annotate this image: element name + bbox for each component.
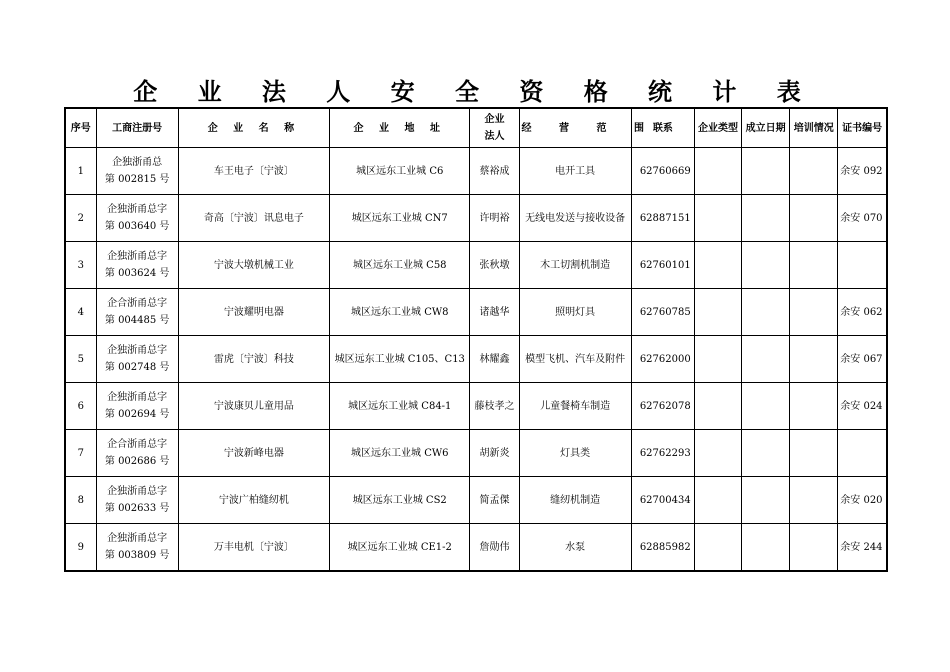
cell-cert: 余安 067: [838, 336, 887, 383]
enterprise-table: [64, 107, 888, 572]
header-training: 培训情况: [790, 108, 838, 148]
table-row: [65, 383, 887, 430]
header-founded: 成立日期: [742, 108, 790, 148]
cell-registration-line2: 第 003640 号: [104, 221, 170, 232]
cell-name: 宁波康贝儿童用品: [178, 383, 329, 430]
cell-registration-line1: 企独浙甬总字: [107, 345, 168, 356]
header-scope: 经 营 范 围: [519, 108, 631, 148]
cell-seq: 6: [65, 383, 96, 430]
cell-address: 城区远东工业城 CE1-2: [330, 524, 470, 572]
header-name: 企 业 名 称: [178, 108, 329, 148]
cell-training: [790, 430, 838, 477]
cell-training: [790, 524, 838, 572]
cell-founded: [742, 289, 790, 336]
cell-type: [694, 477, 741, 524]
cell-type: [694, 524, 741, 572]
cell-type: [694, 289, 741, 336]
cell-seq: 2: [65, 195, 96, 242]
header-cert: 证书编号: [838, 108, 887, 148]
cell-registration-line2: 第 002633 号: [104, 503, 170, 514]
cell-registration-line1: 企独浙甬总字: [107, 533, 168, 544]
header-legal-line2: 法人: [484, 131, 505, 142]
page-title: 企 业 法 人 安 全 资 格 统 计 表: [133, 78, 817, 106]
cell-type: [694, 195, 741, 242]
cell-cert: [838, 430, 887, 477]
cell-registration: [96, 430, 178, 477]
cell-contact: 62700434: [631, 477, 694, 524]
cell-registration-line2: 第 003809 号: [104, 550, 170, 561]
cell-founded: [742, 336, 790, 383]
cell-address: 城区远东工业城 C6: [330, 148, 470, 195]
cell-cert: 余安 024: [838, 383, 887, 430]
cell-registration-line2: 第 002694 号: [104, 409, 170, 420]
cell-contact: 62762293: [631, 430, 694, 477]
cell-contact: 62762078: [631, 383, 694, 430]
cell-address: 城区远东工业城 C105、C13: [330, 336, 470, 383]
cell-registration: [96, 242, 178, 289]
cell-contact: 62887151: [631, 195, 694, 242]
cell-seq: 7: [65, 430, 96, 477]
cell-seq: 8: [65, 477, 96, 524]
table-row: [65, 289, 887, 336]
cell-scope: 缝纫机制造: [519, 477, 631, 524]
cell-address: 城区远东工业城 C58: [330, 242, 470, 289]
cell-address: 城区远东工业城 CS2: [330, 477, 470, 524]
cell-type: [694, 336, 741, 383]
cell-contact: 62760101: [631, 242, 694, 289]
cell-registration-line1: 企独浙甬总字: [107, 204, 168, 215]
cell-type: [694, 383, 741, 430]
header-address: 企 业 地 址: [330, 108, 470, 148]
cell-cert: 余安 092: [838, 148, 887, 195]
cell-registration-line1: 企独浙甬总字: [107, 486, 168, 497]
cell-seq: 3: [65, 242, 96, 289]
cell-registration: [96, 148, 178, 195]
cell-scope: 模型飞机、汽车及附件: [519, 336, 631, 383]
cell-contact: 62762000: [631, 336, 694, 383]
table-body: [65, 148, 887, 572]
cell-legal-person: 许明裕: [470, 195, 519, 242]
header-legal-line1: 企业: [484, 114, 505, 125]
table-row: [65, 148, 887, 195]
cell-scope: 灯具类: [519, 430, 631, 477]
cell-legal-person: 简孟傑: [470, 477, 519, 524]
cell-registration-line2: 第 004485 号: [104, 315, 170, 326]
cell-contact: 62885982: [631, 524, 694, 572]
cell-type: [694, 430, 741, 477]
cell-scope: 儿童餐椅车制造: [519, 383, 631, 430]
cell-cert: 余安 020: [838, 477, 887, 524]
cell-legal-person: 蔡裕成: [470, 148, 519, 195]
cell-address: 城区远东工业城 CW8: [330, 289, 470, 336]
cell-registration-line1: 企独浙甬总: [112, 157, 163, 168]
cell-training: [790, 336, 838, 383]
cell-registration-line1: 企独浙甬总字: [107, 392, 168, 403]
cell-cert: [838, 242, 887, 289]
cell-training: [790, 289, 838, 336]
cell-seq: 1: [65, 148, 96, 195]
cell-scope: 无线电发送与接收设备: [519, 195, 631, 242]
cell-registration: [96, 336, 178, 383]
table-row: [65, 477, 887, 524]
table-row: [65, 195, 887, 242]
cell-seq: 5: [65, 336, 96, 383]
header-type: 企业类型: [694, 108, 741, 148]
header-contact: 联系: [631, 108, 694, 148]
header-seq: 序号: [65, 108, 96, 148]
cell-training: [790, 195, 838, 242]
cell-registration: [96, 383, 178, 430]
cell-legal-person: 张秋墩: [470, 242, 519, 289]
cell-registration-line1: 企合浙甬总字: [107, 298, 168, 309]
cell-scope: 照明灯具: [519, 289, 631, 336]
cell-registration-line1: 企合浙甬总字: [107, 439, 168, 450]
table-row: [65, 242, 887, 289]
cell-registration: [96, 195, 178, 242]
header-registration: 工商注册号: [96, 108, 178, 148]
cell-type: [694, 148, 741, 195]
cell-seq: 4: [65, 289, 96, 336]
table-row: [65, 430, 887, 477]
cell-cert: 余安 062: [838, 289, 887, 336]
cell-type: [694, 242, 741, 289]
cell-contact: 62760785: [631, 289, 694, 336]
cell-legal-person: 藤枝孝之: [470, 383, 519, 430]
cell-training: [790, 242, 838, 289]
cell-training: [790, 383, 838, 430]
cell-name: 车王电子〔宁波〕: [178, 148, 329, 195]
cell-name: 万丰电机〔宁波〕: [178, 524, 329, 572]
cell-registration-line1: 企独浙甬总字: [107, 251, 168, 262]
cell-address: 城区远东工业城 C84-1: [330, 383, 470, 430]
table-row: [65, 524, 887, 572]
cell-founded: [742, 477, 790, 524]
cell-address: 城区远东工业城 CN7: [330, 195, 470, 242]
table-row: [65, 336, 887, 383]
cell-name: 宁波新峰电器: [178, 430, 329, 477]
cell-founded: [742, 242, 790, 289]
cell-name: 雷虎〔宁波〕科技: [178, 336, 329, 383]
table-header-row: [65, 108, 887, 148]
cell-contact: 62760669: [631, 148, 694, 195]
cell-legal-person: 詹勋伟: [470, 524, 519, 572]
cell-registration-line2: 第 002686 号: [104, 456, 170, 467]
cell-founded: [742, 195, 790, 242]
cell-legal-person: 诸越华: [470, 289, 519, 336]
cell-registration-line2: 第 002748 号: [104, 362, 170, 373]
cell-cert: 余安 070: [838, 195, 887, 242]
cell-scope: 水泵: [519, 524, 631, 572]
cell-name: 奇高〔宁波〕讯息电子: [178, 195, 329, 242]
cell-registration: [96, 289, 178, 336]
cell-training: [790, 148, 838, 195]
cell-registration-line2: 第 003624 号: [104, 268, 170, 279]
cell-seq: 9: [65, 524, 96, 572]
cell-cert: 余安 244: [838, 524, 887, 572]
cell-name: 宁波大墩机械工业: [178, 242, 329, 289]
cell-registration: [96, 524, 178, 572]
cell-founded: [742, 524, 790, 572]
cell-founded: [742, 383, 790, 430]
cell-address: 城区远东工业城 CW6: [330, 430, 470, 477]
cell-registration-line2: 第 002815 号: [104, 174, 170, 185]
cell-training: [790, 477, 838, 524]
cell-legal-person: 林耀鑫: [470, 336, 519, 383]
cell-scope: 电开工具: [519, 148, 631, 195]
cell-founded: [742, 148, 790, 195]
cell-name: 宁波耀明电器: [178, 289, 329, 336]
cell-name: 宁波广柏缝纫机: [178, 477, 329, 524]
cell-scope: 木工切割机制造: [519, 242, 631, 289]
cell-registration: [96, 477, 178, 524]
cell-legal-person: 胡新炎: [470, 430, 519, 477]
cell-founded: [742, 430, 790, 477]
header-legal-person: [470, 108, 519, 148]
